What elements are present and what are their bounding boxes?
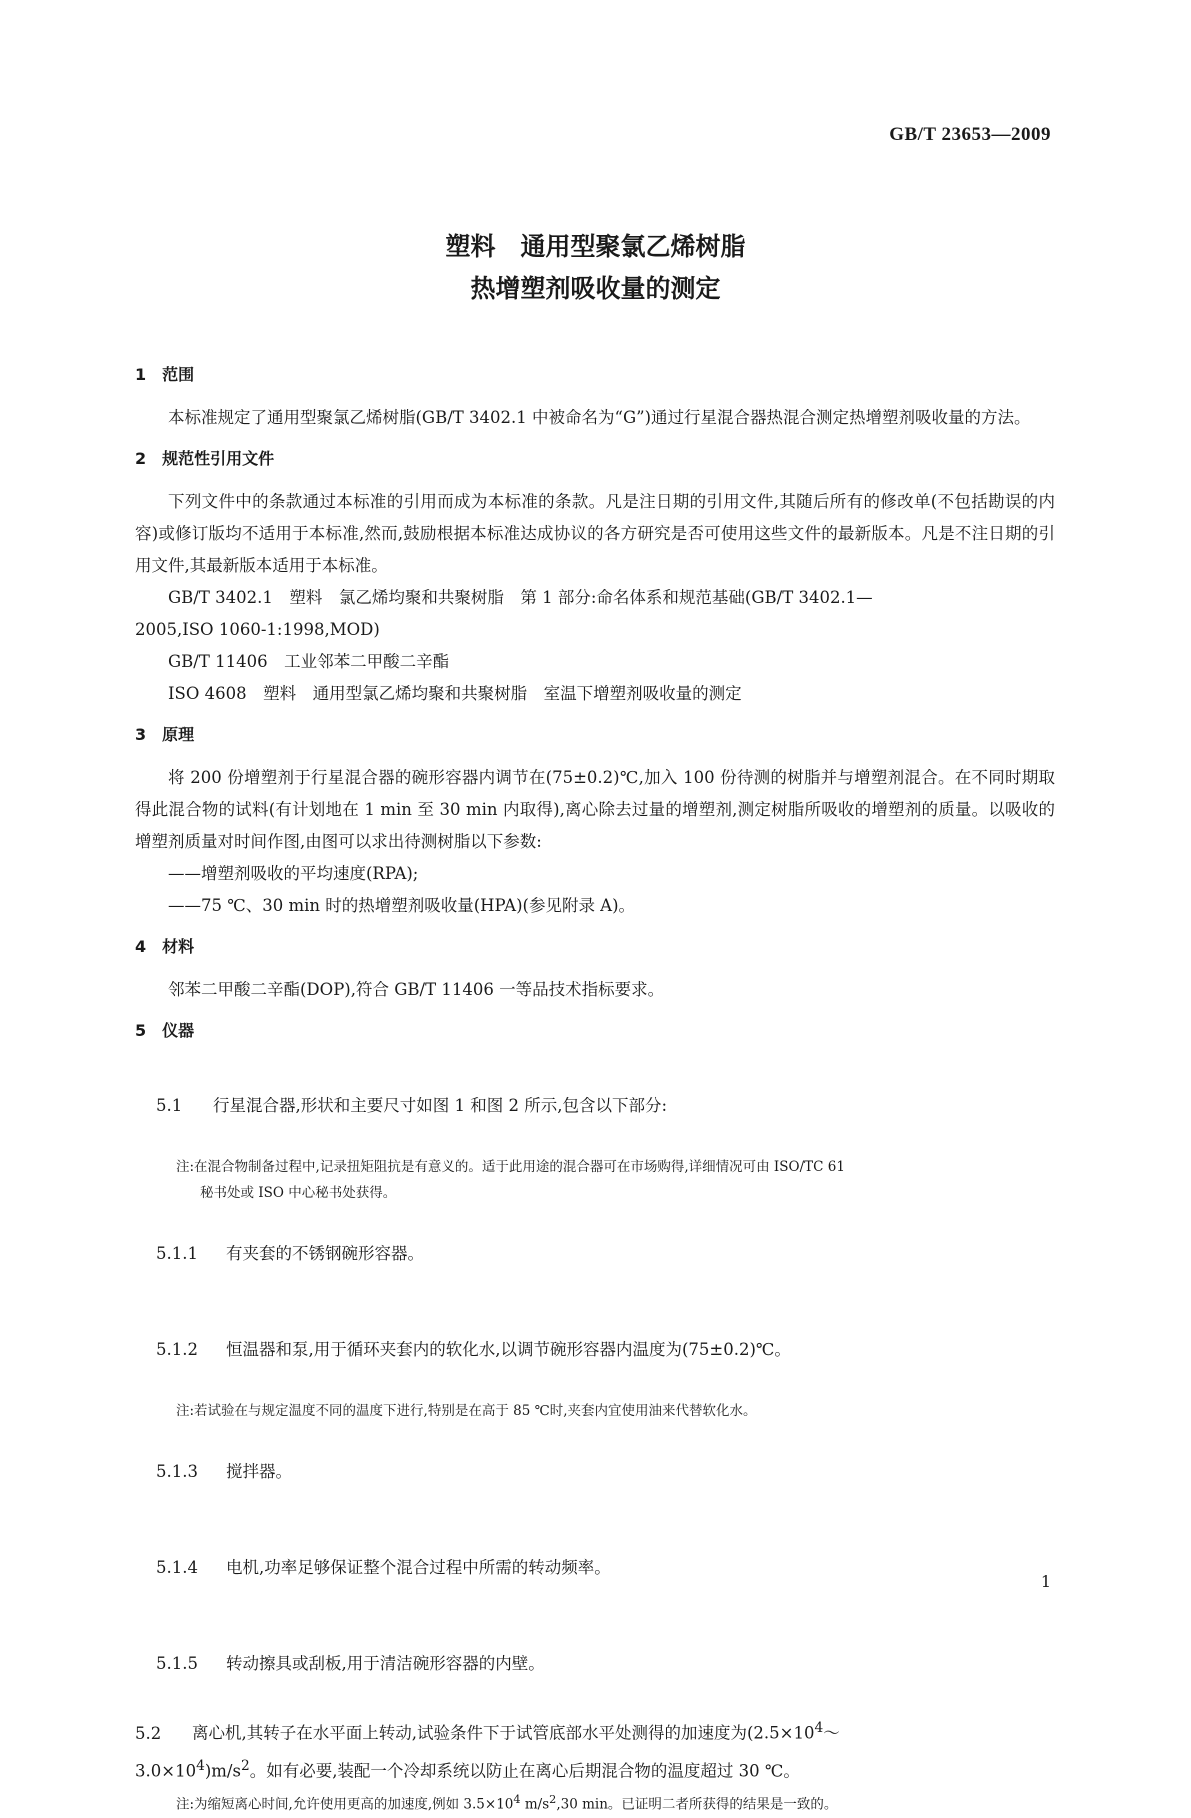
section-4-text: 邻苯二甲酸二辛酯(DOP),符合 GB/T 11406 一等品技术指标要求。 [168,980,665,999]
reference-list [135,582,1055,710]
clause-5-1-text: 行星混合器,形状和主要尺寸如图 1 和图 2 所示,包含以下部分: [212,1096,668,1115]
clause-5-2 [135,1712,1055,1787]
clause-5-1-number: 5.1 [155,1096,183,1115]
section-3-text: 将 200 份增塑剂于行星混合器的碗形容器内调节在(75±0.2)℃,加入 100 份待测的树脂并与增塑剂混合。在不同时期取得此混合物的试料(有计划地在 1 min 至 30 min 内取得),离心除去过量的增塑剂,测定树脂所吸收的增塑剂的质量。以吸收的增塑剂质量对时间作图,由图可以求出待测树脂以下参数: [135,768,1055,851]
clause-5-2-text-e: 。如有必要,装配一个冷却系统以防止在离心后期混合物的温度超过 30 ℃。 [249,1761,800,1780]
clause-5-1-2-number: 5.1.2 [155,1340,198,1359]
clause-5-2-text-b: ～ [823,1723,840,1743]
clause-5-2-note [176,1787,1055,1818]
clause-5-2-note-text-a: 注:为缩短离心时间,允许使用更高的加速度,例如 3.5×10 [176,1796,514,1813]
clause-5-2-note-text-c: ,30 min。已证明二者所获得的结果是一致的。 [556,1796,838,1813]
section-2-text: 下列文件中的条款通过本标准的引用而成为本标准的条款。凡是注日期的引用文件,其随后所有的修改单(不包括勘误的内容)或修订版均不适用于本标准,然而,鼓励根据本标准达成协议的各方研究是否可使用这些文件的最新版本。凡是不注日期的引用文件,其最新版本适用于本标准。 [135,492,1055,575]
reference-1-line-2: 2005,ISO 1060-1:1998,MOD) [135,620,380,639]
clause-5-1 [135,1058,1055,1154]
clause-5-1-2-note: 注:若试验在与规定温度不同的温度下进行,特别是在高于 85 ℃时,夹套内宜使用油来代替软化水。 [176,1403,757,1419]
section-4-heading: 4 材料 [135,937,195,956]
page-number: 1 [1040,1572,1051,1591]
section-3-item-2: ——75 ℃、30 min 时的热增塑剂吸收量(HPA)(参见附录 A)。 [168,896,636,915]
section-5-heading: 5 仪器 [135,1021,195,1040]
section-2-heading: 2 规范性引用文件 [135,449,275,468]
clause-5-1-1 [135,1206,1055,1302]
clause-5-2-text-d: )m/s [204,1761,241,1780]
title-line-2: 热增塑剂吸收量的测定 [470,274,721,303]
clause-5-2-number: 5.2 [135,1723,162,1743]
clause-5-2-text-c: 3.0×10 [135,1761,197,1780]
reference-3: ISO 4608 塑料 通用型氯乙烯均聚和共聚树脂 室温下增塑剂吸收量的测定 [168,684,742,703]
clause-5-1-2-text: 恒温器和泵,用于循环夹套内的软化水,以调节碗形容器内温度为(75±0.2)℃。 [225,1340,791,1359]
clause-5-1-note-line-1: 注:在混合物制备过程中,记录扭矩阻抗是有意义的。适于此用途的混合器可在市场购得,详细情况可由 ISO/TC 61 [176,1159,845,1175]
section-1-heading: 1 范围 [135,365,195,384]
section-1-text: 本标准规定了通用型聚氯乙烯树脂(GB/T 3402.1 中被命名为“G”)通过行星混合器热混合测定热增塑剂吸收量的方法。 [168,408,1031,427]
clause-5-1-5 [135,1616,1055,1712]
section-3-heading: 3 原理 [135,725,195,744]
clause-5-2-note-text-b: m/s [520,1796,550,1813]
reference-1-line-1: GB/T 3402.1 塑料 氯乙烯均聚和共聚树脂 第 1 部分:命名体系和规范基础(GB/T 3402.1— [168,588,873,607]
clause-5-1-4-number: 5.1.4 [155,1558,198,1577]
clause-5-1-3-number: 5.1.3 [155,1462,198,1481]
clause-5-1-note [176,1154,1055,1206]
clause-5-1-1-text: 有夹套的不锈钢碗形容器。 [225,1244,424,1263]
document-title [0,226,1191,310]
clause-5-1-5-number: 5.1.5 [155,1654,198,1673]
clause-5-1-2 [135,1302,1055,1398]
title-line-1: 塑料 通用型聚氯乙烯树脂 [445,232,746,261]
clause-5-2-text-a: 离心机,其转子在水平面上转动,试验条件下于试管底部水平处测得的加速度为(2.5×10 [192,1723,815,1743]
clause-5-1-5-text: 转动擦具或刮板,用于清洁碗形容器的内壁。 [225,1654,545,1673]
reference-2: GB/T 11406 工业邻苯二甲酸二辛酯 [168,652,450,671]
clause-5-2-exponent-1: 4 [814,1720,824,1736]
clause-5-2-note-exponent-2: 2 [549,1793,557,1806]
clause-5-1-note-line-2: 秘书处或 ISO 中心秘书处获得。 [200,1185,397,1201]
clause-5-1-1-number: 5.1.1 [155,1244,198,1263]
clause-5-1-4-text: 电机,功率足够保证整个混合过程中所需的转动频率。 [225,1558,611,1577]
clause-5-1-3 [135,1424,1055,1520]
section-3-item-1: ——增塑剂吸收的平均速度(RPA); [168,864,419,883]
clause-5-2-note-exponent-1: 4 [513,1793,521,1806]
clause-5-2-exponent-3: 2 [240,1757,250,1774]
clause-5-1-4 [135,1520,1055,1616]
clause-5-1-3-text: 搅拌器。 [225,1462,292,1481]
standard-code: GB/T 23653—2009 [889,124,1051,145]
clause-5-2-exponent-2: 4 [196,1757,205,1774]
document-body [135,364,1055,1818]
